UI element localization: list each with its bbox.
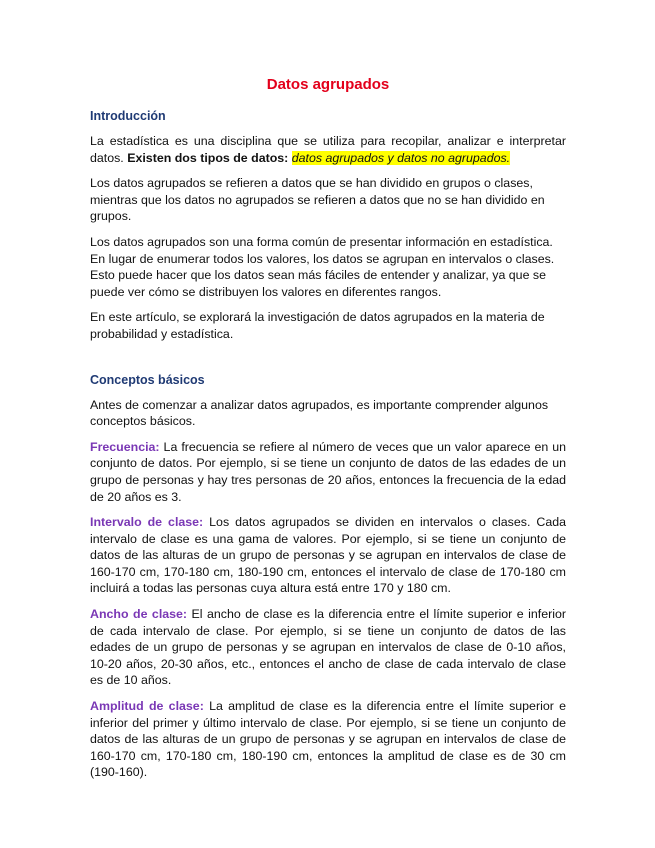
concept-ancho-de-clase (90, 606, 566, 689)
intro-paragraph-2: Los datos agrupados se refieren a datos que se han dividido en grupos o clases, mientras que los datos no agrupados se refieren a datos que no se han dividido en grupos. (90, 176, 545, 224)
concept-term-frecuencia: Frecuencia: (90, 439, 160, 454)
intro-bold-text: Existen dos tipos de datos: (127, 150, 292, 165)
concept-term-amplitud-de-clase: Amplitud de clase: (90, 699, 204, 714)
document-title: Datos agrupados (266, 76, 390, 93)
concept-frecuencia (90, 439, 566, 505)
concept-text-ancho-de-clase: El ancho de clase es la diferencia entre el límite superior e inferior de cada intervalo de clase. Por ejemplo, si se tiene un conjunto de datos de las edades de un grupo de personas y se agrupan en intervalos de clase de 0-10 años, 10-20 años, 20-30 años, etc., entonces el ancho de clase de cada intervalo de clase es de 10 años. (90, 607, 566, 688)
intro-paragraph-3: Los datos agrupados son una forma común de presentar información en estadística. En lugar de enumerar todos los valores, los datos se agrupan en intervalos o clases. Esto puede hacer que los datos sean más fáciles de entender y analizar, ya que se puede ver cómo se distribuyen los valores en diferentes rangos. (90, 234, 555, 299)
section-heading-conceptos-basicos: Conceptos básicos (90, 372, 205, 387)
section-spacer (90, 352, 566, 372)
intro-paragraph-1 (90, 133, 566, 166)
concept-text-amplitud-de-clase: La amplitud de clase es la diferencia entre el límite superior e inferior del primer y último intervalo de clase. Por ejemplo, si se tiene un conjunto de datos de las alturas de un grupo de personas y se agrupan en intervalos de clase de 160-170 cm, 170-180 cm, 180-190 cm, entonces la amplitud de clase es de 30 cm (190-160). (90, 699, 566, 780)
concept-amplitud-de-clase (90, 698, 566, 781)
concepts-intro-paragraph: Antes de comenzar a analizar datos agrupados, es importante comprender algunos conceptos básicos. (90, 397, 549, 429)
intro-highlighted-text: datos agrupados y datos no agrupados. (291, 150, 511, 165)
intro-paragraph-4: En este artículo, se explorará la investigación de datos agrupados en la materia de probabilidad y estadística. (90, 310, 545, 341)
intro-paragraph-1-text: La estadística es una disciplina que se utiliza para recopilar, analizar e interpretar datos. (90, 134, 566, 165)
section-heading-introduccion: Introducción (90, 109, 166, 123)
concept-text-frecuencia: La frecuencia se refiere al número de veces que un valor aparece en un conjunto de datos. Por ejemplo, si se tiene un conjunto de datos de las edades de un grupo de personas y hay tres personas de 20 años, entonces la frecuencia de la edad de 20 años es 3. (90, 439, 566, 504)
concept-intervalo-de-clase (90, 514, 566, 597)
concept-term-ancho-de-clase: Ancho de clase: (90, 607, 188, 622)
document-page (90, 76, 566, 790)
concept-term-intervalo-de-clase: Intervalo de clase: (90, 515, 204, 530)
concept-text-intervalo-de-clase: Los datos agrupados se dividen en intervalos o clases. Cada intervalo de clase es una gama de valores. Por ejemplo, si se tiene un conjunto de datos de las alturas de un grupo de personas y se agrupan en intervalos de clase de 160-170 cm, 170-180 cm, 180-190 cm, entonces el intervalo de clase de 170-180 cm incluirá a todas las personas cuya altura está entre 170 y 180 cm. (90, 515, 566, 596)
